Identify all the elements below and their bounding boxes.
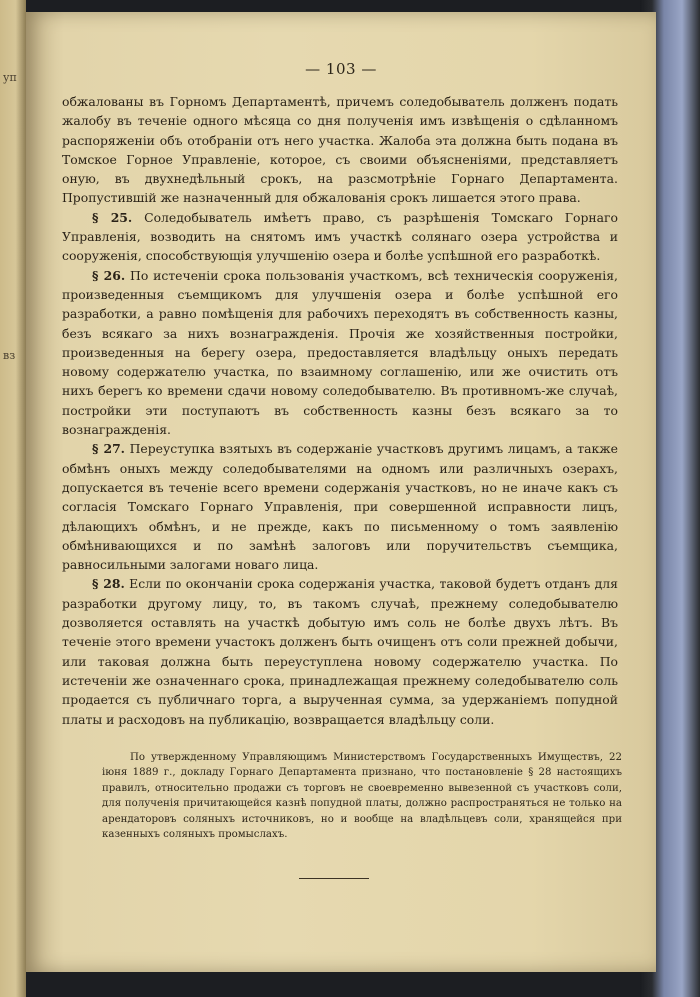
paragraph-text: обжалованы въ Горномъ Департаментѣ, причемъ соледобыватель долженъ подать жалобу въ теченіе одного мѣсяца со дня полученія имъ извѣщенія о сдѣланномъ распоряженіи объ отобраніи отъ него участка. Жалоба эта должна быть подана въ Томское Горное Управленіе, которое, съ своими объясненіями, представляетъ оную, въ двухнедѣльный срокъ, на разсмотрѣніе Горнаго Департамента. Пропустившій же назначенный для обжалованія срокъ лишается этого права. [62,94,618,206]
section-number: § 27. [92,441,125,457]
page-number: — 103 — [305,60,377,78]
paragraph-text: Соледобыватель имѣетъ право, съ разрѣшенія Томскаго Горнаго Управленія, возводить на снятомъ имъ участкѣ солянаго озера устройства и сооруженія, способствующія улучшенію озера и болѣе успѣшной его разработкѣ. [62,209,618,264]
section-number: § 25. [92,209,133,225]
paragraph-section-27 [62,439,618,574]
footnote: По утвержденному Управляющимъ Министерствомъ Государственныхъ Имуществъ, 22 іюня 1889 г., докладу Горнаго Департамента признано, что постановленіе § 28 настоящихъ правилъ, относительно продажи съ торговъ не своевременно вывезенной съ участковъ соли, для полученія причитающейся казнѣ попудной платы, должно распространяться не только на арендаторовъ соляныхъ источниковъ, но и вообще на владѣльцевъ соли, хранящейся при казенныхъ соляныхъ промыслахъ. [102,752,622,841]
page-body [62,92,618,729]
margin-fragment: вз [3,349,16,362]
paragraph-section-26 [62,266,618,440]
paragraph-text: Переуступка взятыхъ въ содержаніе участковъ другимъ лицамъ, а также обмѣнъ оныхъ между соледобывателями на одномъ или различныхъ озерахъ, допускается въ теченіе всего времени содержанія участковъ, но не иначе какъ съ согласія Томскаго Горнаго Управленія, при совершенной исправности лицъ, дѣлающихъ обмѣнъ, и не прежде, какъ по письменному о томъ заявленію обмѣнивающихся и по замѣнѣ залоговъ или поручительствъ съемщика, равносильными залогами новаго лица. [62,441,618,573]
book-page [26,12,656,972]
paragraph-section-25 [62,208,618,266]
paragraph-text: Если по окончаніи срока содержанія участка, таковой будетъ отданъ для разработки другому лицу, то, въ такомъ случаѣ, прежнему соледобывателю дозволяется оставлять на участкѣ добытую имъ соль не болѣе двухъ лѣтъ. Въ теченіе этого времени участокъ долженъ быть очищенъ отъ соли прежней добычи, или таковая должна быть переуступлена новому содержателю участка. По истеченіи же означеннаго срока, принадлежащая прежнему соледобывателю соль продается съ публичнаго торга, а вырученная сумма, за удержаніемъ попудной платы и расходовъ на публикацію, возвращается владѣльцу соли. [62,576,618,727]
end-rule-divider [299,878,369,879]
paragraph-text: По истеченіи срока пользованія участкомъ, всѣ техническія сооруженія, произведенныя съемщикомъ для улучшенія озера и болѣе успѣшной его разработки, а равно помѣщенія для рабочихъ переходятъ въ собственность казны, безъ всякаго за нихъ вознагражденія. Прочія же хозяйственныя постройки, произведенныя на берегу озера, предоставляется владѣльцу оныхъ передать новому содержателю участка, по взаимному соглашенію, или же очистить отъ нихъ берегъ ко времени сдачи новому соледобывателю. Въ противномъ-же случаѣ, постройки эти поступаютъ въ собственность казны безъ всякаго за то вознагражденія. [62,267,618,438]
margin-fragment: уп [3,71,17,84]
section-number: § 28. [92,576,125,592]
section-number: § 26. [92,267,126,283]
paragraph-section-28 [62,574,618,728]
facing-page-edge [0,0,26,997]
paragraph-continuation [62,92,618,208]
